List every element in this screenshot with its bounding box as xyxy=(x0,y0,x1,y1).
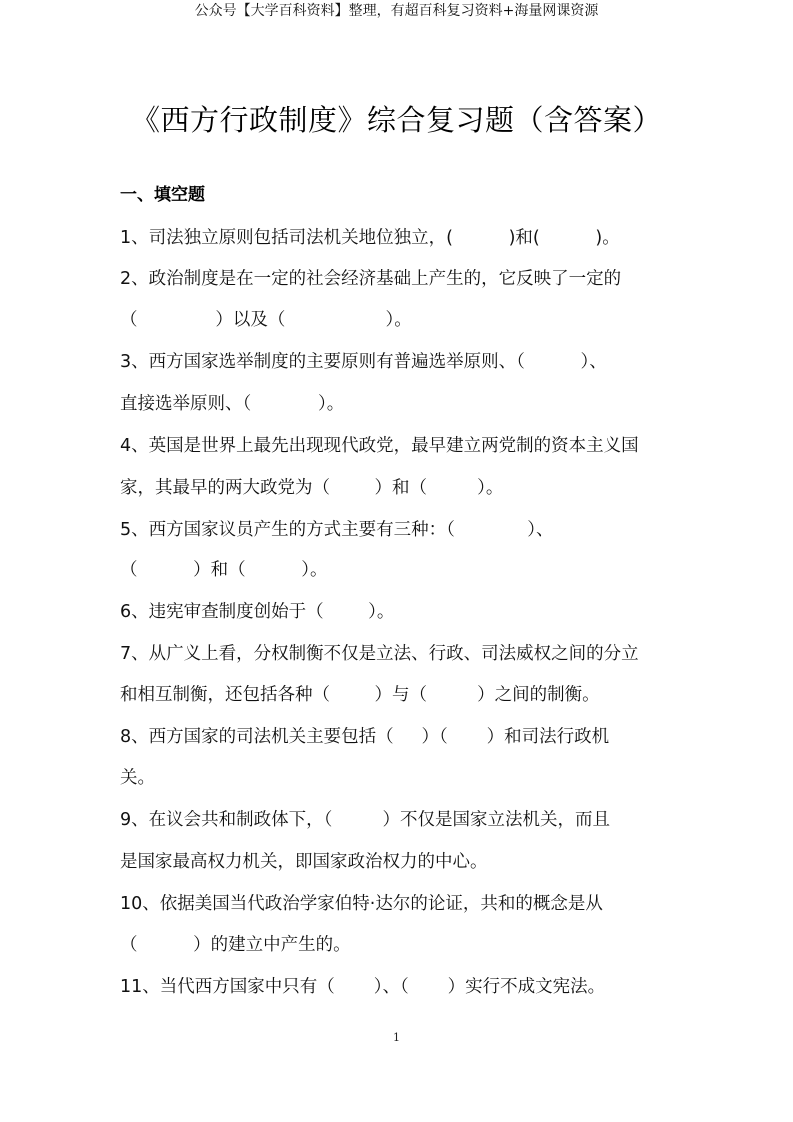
question-4-line-1: 4、英国是世界上最先出现现代政党，最早建立两党制的资本主义国 xyxy=(120,436,639,456)
page-number: 1 xyxy=(393,1031,400,1044)
question-11-line-1: 11、当代西方国家中只有（ ）、（ ）实行不成文宪法。 xyxy=(120,977,606,997)
header-note: 公众号【大学百科资料】整理，有超百科复习资料+海量网课资源 xyxy=(194,3,599,19)
question-10-line-1: 10、依据美国当代政治学家伯特·达尔的论证，共和的概念是从 xyxy=(120,894,603,914)
question-7-line-2: 和相互制衡，还包括各种（ ）与（ ）之间的制衡。 xyxy=(120,685,600,705)
section-heading: 一、填空题 xyxy=(120,185,205,205)
question-10-line-2: （ ）的建立中产生的。 xyxy=(120,935,351,955)
question-7-line-1: 7、从广义上看，分权制衡不仅是立法、行政、司法威权之间的分立 xyxy=(120,644,639,664)
question-5-line-2: （ ）和（ ）。 xyxy=(120,560,328,580)
question-6-line-1: 6、违宪审查制度创始于（ ）。 xyxy=(120,602,395,622)
question-4-line-2: 家，其最早的两大政党为（ ）和（ ）。 xyxy=(120,478,504,498)
question-9-line-2: 是国家最高权力机关，即国家政治权力的中心。 xyxy=(120,852,488,872)
question-2-line-1: 2、政治制度是在一定的社会经济基础上产生的，它反映了一定的 xyxy=(120,269,622,289)
question-3-line-1: 3、西方国家选举制度的主要原则有普遍选举原则、（ ）、 xyxy=(120,352,607,372)
question-5-line-1: 5、西方国家议员产生的方式主要有三种：（ ）、 xyxy=(120,520,554,540)
page-title: 《西方行政制度》综合复习题（含答案） xyxy=(130,103,662,137)
question-8-line-2: 关。 xyxy=(120,768,155,788)
question-8-line-1: 8、西方国家的司法机关主要包括（ ）（ ）和司法行政机 xyxy=(120,727,610,747)
question-1-line-1: 1、司法独立原则包括司法机关地位独立，( )和( )。 xyxy=(120,228,620,248)
question-9-line-1: 9、在议会共和制政体下，（ ）不仅是国家立法机关，而且 xyxy=(120,810,610,830)
question-2-line-2: （ ）以及（ ）。 xyxy=(120,310,412,330)
question-3-line-2: 直接选举原则、（ ）。 xyxy=(120,394,345,414)
